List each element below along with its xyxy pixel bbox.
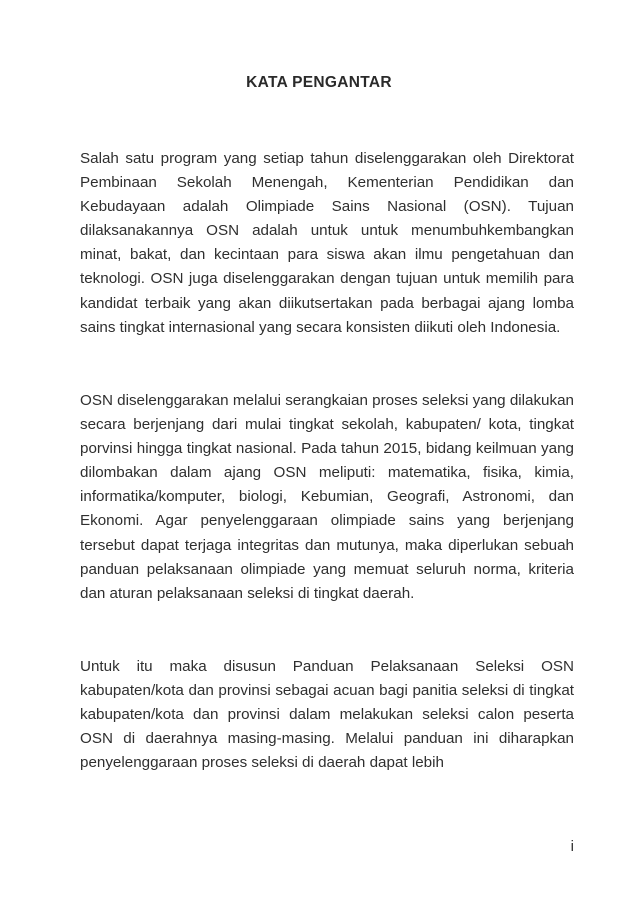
- paragraph-2: OSN diselenggarakan melalui serangkaian proses seleksi yang dilakukan secara berjenjang dari mulai tingkat sekolah, kabupaten/ kota, tingkat porvinsi hingga tingkat nasional. Pada tahun 2015, bidang keilmuan yang dilombakan dalam ajang OSN meliputi: matematika, fisika, kimia, informatika/komputer, biologi, Kebumian, Geografi, Astronomi, dan Ekonomi. Agar penyelenggaraan olimpiade sains yang berjenjang tersebut dapat terjaga integritas dan mutunya, maka diperlukan sebuah panduan pelaksanaan olimpiade yang memuat seluruh norma, kriteria dan aturan pelaksanaan seleksi di tingkat daerah.: [80, 392, 574, 602]
- page-title: KATA PENGANTAR: [246, 74, 392, 91]
- paragraph-1: Salah satu program yang setiap tahun diselenggarakan oleh Direktorat Pembinaan Sekolah Menengah, Kementerian Pendidikan dan Kebudayaan adalah Olimpiade Sains Nasional (OSN). Tujuan dilaksanakannya OSN adalah untuk untuk menumbuhkembangkan minat, bakat, dan kecintaan para siswa akan ilmu pengetahuan dan teknologi. OSN juga diselenggarakan dengan tujuan untuk memilih para kandidat terbaik yang akan diikutsertakan pada berbagai ajang lomba sains tingkat internasional yang secara konsisten diikuti oleh Indonesia.: [80, 150, 574, 336]
- paragraph-3: Untuk itu maka disusun Panduan Pelaksanaan Seleksi OSN kabupaten/kota dan provinsi sebagai acuan bagi panitia seleksi di tingkat kabupaten/kota dan provinsi dalam melakukan seleksi calon peserta OSN di daerahnya masing-masing. Melalui panduan ini diharapkan penyelenggaraan proses seleksi di daerah dapat lebih: [80, 658, 574, 772]
- page-number: i: [570, 838, 574, 855]
